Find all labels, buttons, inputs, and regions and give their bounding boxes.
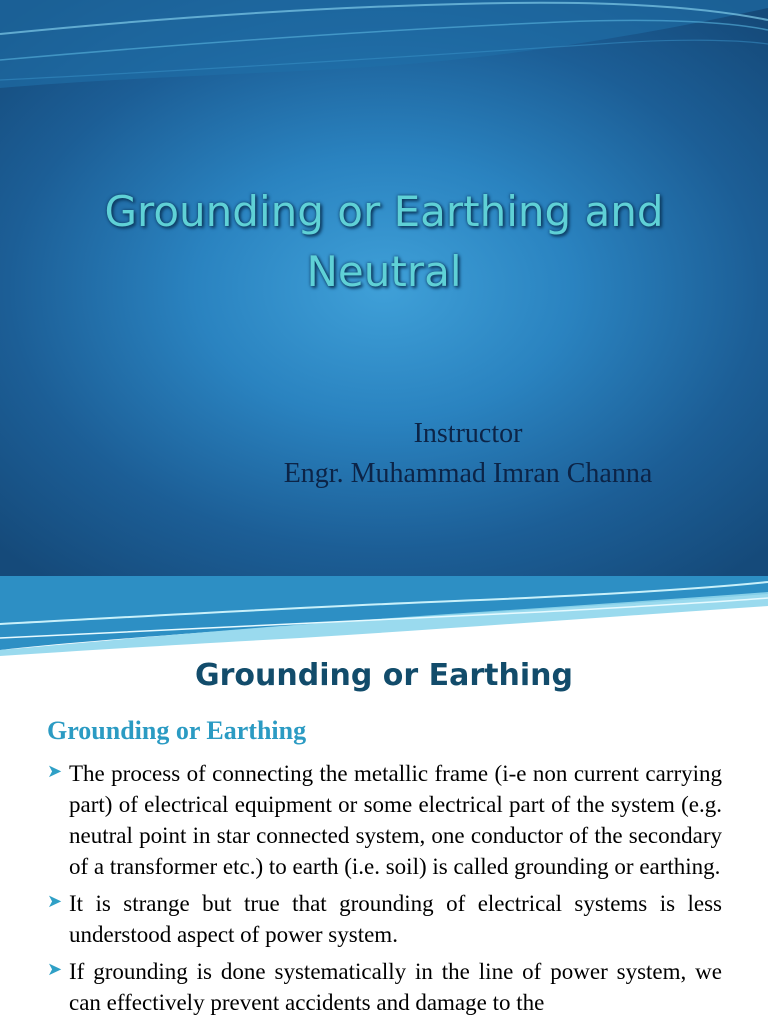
bullet-text: The process of connecting the metallic frame (i-e non current carrying part) of electrical equipment or some electrical part of the system (e.g. neutral point in star connected system, one conductor of the secondary of a transformer etc.) to earth (i.e. soil) is called grounding or earthing. (69, 761, 722, 879)
arrow-bullet-icon: ➤ (47, 761, 63, 782)
wave-decoration-top (0, 0, 768, 90)
bullet-text: It is strange but true that grounding of electrical systems is less understood aspect of power system. (69, 891, 722, 947)
instructor-label: Instructor (413, 418, 523, 449)
slide-title: Grounding or Earthing (195, 658, 573, 693)
arrow-bullet-icon: ➤ (47, 891, 63, 912)
slide-title: Grounding or Earthing and Neutral (104, 187, 664, 296)
instructor-block (200, 414, 736, 494)
bullet-text: If grounding is done systematically in the line of power system, we can effectively prevent accidents and damage to the (69, 959, 722, 1015)
list-item (47, 758, 722, 882)
instructor-name: Engr. Muhammad Imran Channa (283, 458, 653, 489)
content-slide (0, 576, 768, 1024)
wave-decoration-top (0, 576, 768, 656)
list-item (47, 888, 722, 950)
bullet-list (47, 758, 722, 1024)
arrow-bullet-icon: ➤ (47, 959, 63, 980)
section-heading: Grounding or Earthing (47, 716, 307, 745)
list-item (47, 956, 722, 1018)
